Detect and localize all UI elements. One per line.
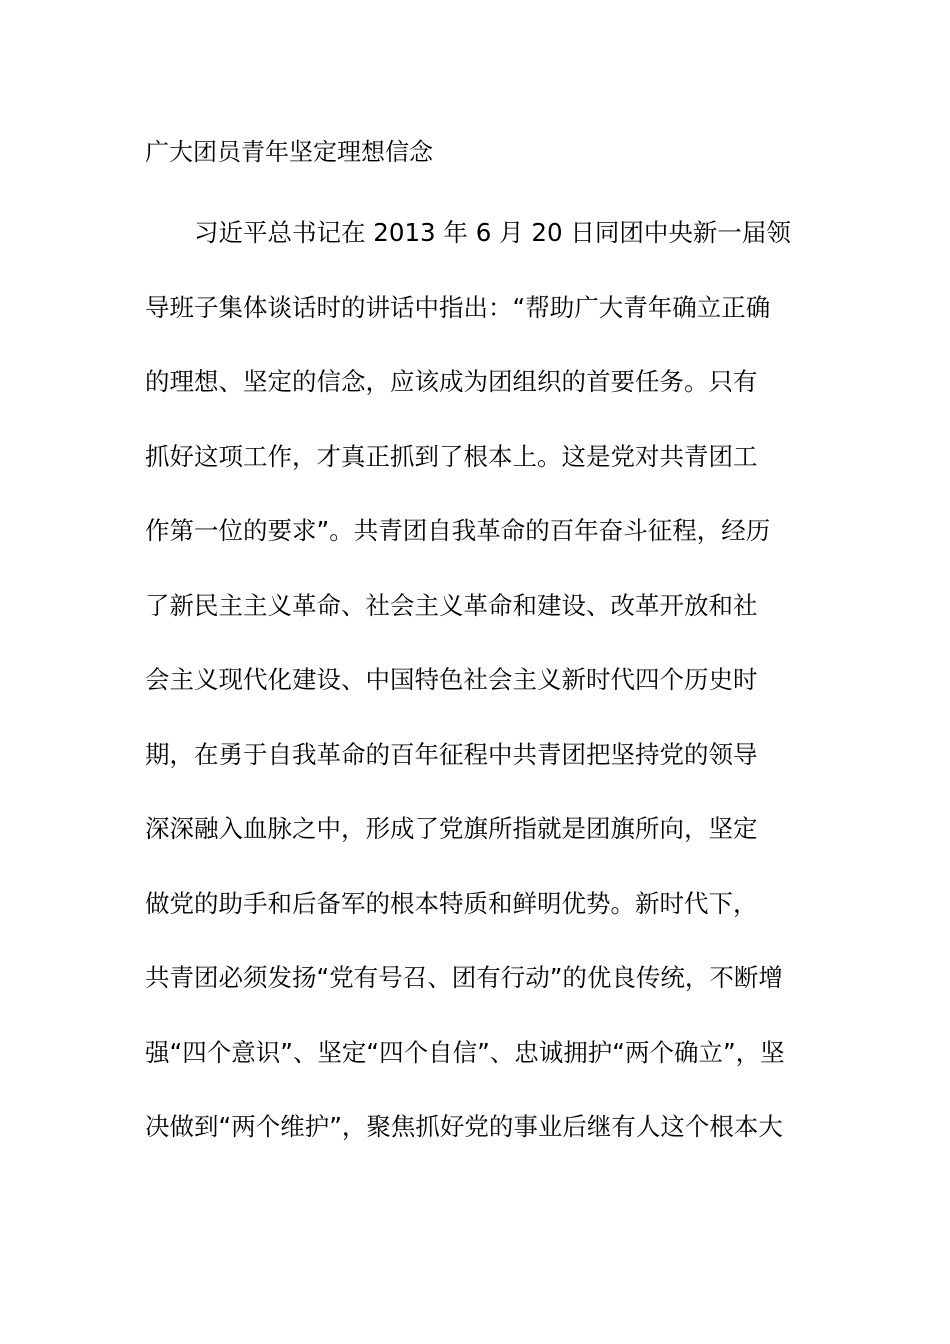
paragraph-line: 的理想、坚定的信念，应该成为团组织的首要任务。只有 (145, 367, 758, 396)
paragraph-line: 深深融入血脉之中，形成了党旗所指就是团旗所向，坚定 (145, 814, 758, 843)
paragraph-line: 了新民主主义革命、社会主义革命和建设、改革开放和社 (145, 590, 758, 620)
paragraph-line: 导班子集体谈话时的讲话中指出：“帮助广大青年确立正确 (145, 292, 771, 322)
paragraph-line: 习近平总书记在 2013 年 6 月 20 日同团中央新一届领 (194, 218, 791, 247)
paragraph-line: 作第一位的要求”。共青团自我革命的百年奋斗征程，经历 (145, 516, 771, 545)
paragraph-line: 期，在勇于自我革命的百年征程中共青团把坚持党的领导 (145, 739, 758, 769)
body-paragraph (145, 210, 815, 1179)
paragraph-line: 共青团必须发扬“党有号召、团有行动”的优良传统，不断增 (145, 963, 783, 992)
document-title: 广大团员青年坚定理想信念 (145, 138, 433, 166)
paragraph-line: 决做到“两个维护”，聚焦抓好党的事业后继有人这个根本大 (145, 1112, 783, 1141)
paragraph-line: 抓好这项工作，才真正抓到了根本上。这是党对共青团工 (145, 441, 758, 471)
paragraph-line: 强“四个意识”、坚定“四个自信”、忠诚拥护“两个确立”，坚 (145, 1037, 785, 1067)
paragraph-line: 做党的助手和后备军的根本特质和鲜明优势。新时代下， (145, 888, 758, 918)
paragraph-line: 会主义现代化建设、中国特色社会主义新时代四个历史时 (145, 665, 758, 694)
